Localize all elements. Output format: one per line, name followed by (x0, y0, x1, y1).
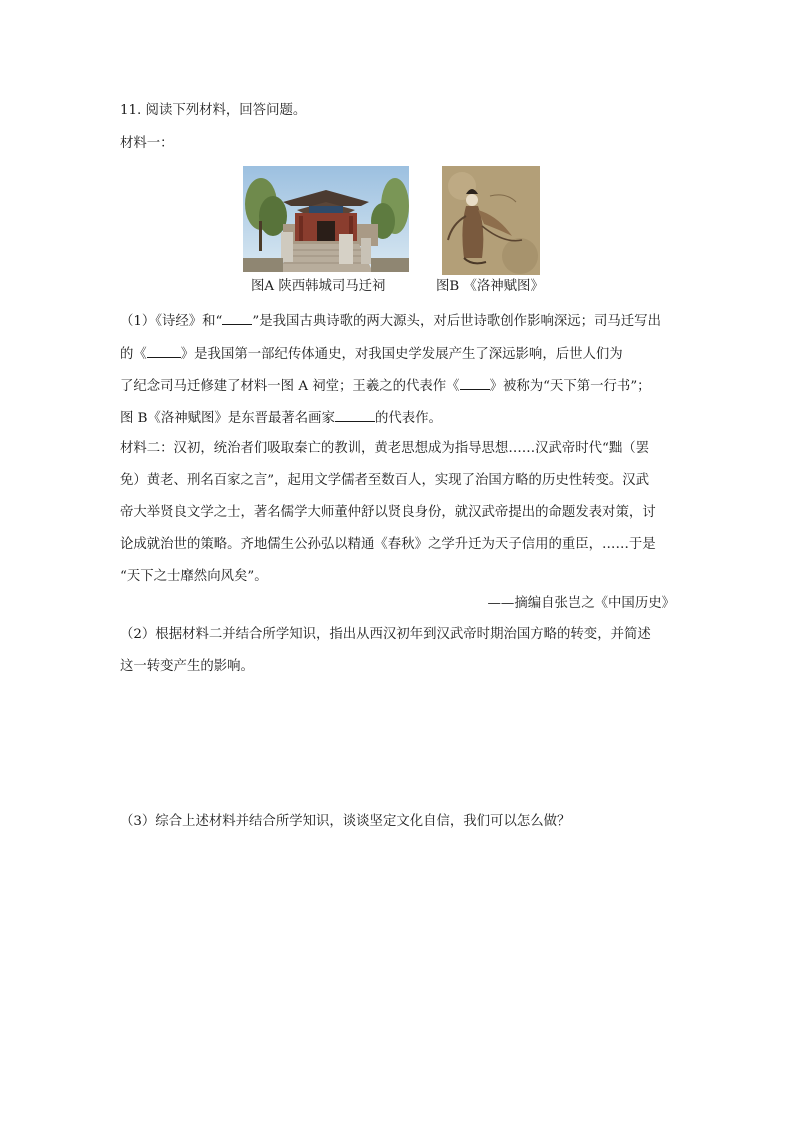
answer-blank-4[interactable] (335, 409, 375, 422)
part-1-line-1: （1）《诗经》和“ ”是我国古典诗歌的两大源头，对后世诗歌创作影响深远；司马迁写出 (120, 314, 661, 329)
question-title: 11. 阅读下列材料，回答问题。 (120, 103, 307, 118)
part-2-line-2: 这一转变产生的影响。 (120, 659, 254, 674)
material-2-line-1: 材料二：汉初，统治者们吸取秦亡的教训，黄老思想成为指导思想……汉武帝时代“黜（罢 (120, 441, 650, 456)
material-2-line-5: “天下之士靡然向风矣”。 (120, 569, 268, 584)
material-2-line-2: 免）黄老、刑名百家之言”，起用文学儒者至数百人，实现了治国方略的历史性转变。汉武 (120, 473, 650, 488)
part-1-line-3: 了纪念司马迁修建了材料一图 A 祠堂；王羲之的代表作《 》被称为“天下第一行书”； (120, 379, 651, 394)
part-2-line-1: （2）根据材料二并结合所学知识，指出从西汉初年到汉武帝时期治国方略的转变，并简述 (120, 627, 651, 642)
figure-a-caption: 图A 陕西韩城司马迁祠 (251, 279, 386, 294)
part-3-question: （3）综合上述材料并结合所学知识，谈谈坚定文化自信，我们可以怎么做？ (120, 814, 571, 829)
material-2-source: ——摘编自张岂之《中国历史》 (487, 596, 675, 611)
material-2-line-3: 帝大举贤良文学之士，著名儒学大师董仲舒以贤良身份，就汉武帝提出的命题发表对策，讨 (120, 505, 656, 520)
material-1-label: 材料一： (120, 136, 174, 151)
figure-b-caption: 图B 《洛神赋图》 (436, 279, 544, 294)
figure-a-temple-photo (243, 166, 409, 272)
answer-blank-2[interactable] (147, 345, 181, 358)
part-1-line-4: 图 B《洛神赋图》是东晋最著名画家 的代表作。 (120, 411, 442, 426)
figure-b-luoshen-painting (442, 166, 540, 275)
part-1-line-2: 的《 》是我国第一部纪传体通史，对我国史学发展产生了深远影响，后世人们为 (120, 347, 623, 362)
material-2-line-4: 论成就治世的策略。齐地儒生公孙弘以精通《春秋》之学升迁为天子信用的重臣，……于是 (120, 537, 656, 552)
answer-blank-1[interactable] (222, 312, 252, 325)
answer-blank-3[interactable] (460, 377, 490, 390)
